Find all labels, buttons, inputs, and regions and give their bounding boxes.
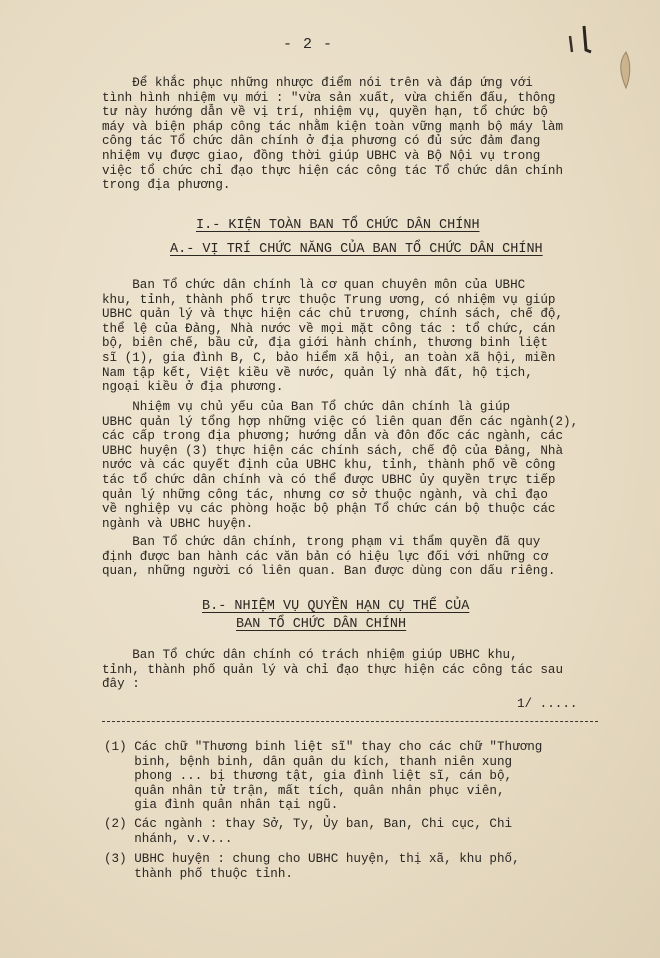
- paragraph-main-duties: Nhiệm vụ chủ yếu của Ban Tổ chức dân chính là giúp UBHC quản lý tổng hợp những việc có liên quan đến các ngành(2), các cấp trong địa phương; hướng dẫn và đôn đốc các ngành, các UBHC huyện (3) thực hiện các chính sách, chế độ của Đảng, Nhà nước và các quyết định của UBHC khu, tỉnh, thành phố về công tác tổ chức dân chính và có thể được UBHC ủy quyền trực tiếp quản lý những công tác, nhưng cơ sở thuộc ngành, và chỉ đạo về nghiệp vụ các phòng hoặc bộ phận Tổ chức cán bộ thuộc các ngành và UBHC huyện.: [102, 400, 579, 531]
- footnote-2: (2) Các ngành : thay Sở, Ty, Ủy ban, Ban, Chi cục, Chi nhánh, v.v...: [104, 817, 513, 846]
- page-number: - 2 -: [283, 36, 334, 53]
- continuation-marker: 1/ .....: [517, 697, 578, 711]
- paragraph-responsibilities: Ban Tổ chức dân chính có trách nhiệm giúp UBHC khu, tỉnh, thành phố quản lý và chỉ đạo thực hiện các công tác sau đây :: [102, 648, 564, 692]
- intro-paragraph: Để khắc phục những nhược điểm nói trên và đáp ứng với tình hình nhiệm vụ mới : "vừa sản xuất, vừa chiến đấu, thông tư này hướng dẫn về vị trí, nhiệm vụ, quyền hạn, tổ chức bộ máy và biện pháp công tác nhằm kiện toàn vững mạnh bộ máy làm công tác Tổ chức dân chính ở địa phương có đủ sức đảm đang nhiệm vụ được giao, đồng thời giúp UBHC và Bộ Nội vụ trong việc tổ chức chỉ đạo thực hiện các công tác Tổ chức dân chính trong địa phương.: [102, 76, 564, 193]
- footnote-3: (3) UBHC huyện : chung cho UBHC huyện, thị xã, khu phố, thành phố thuộc tỉnh.: [104, 852, 520, 881]
- heading-subsection-b: B.- NHIỆM VỤ QUYỀN HẠN CỤ THỂ CỦA BAN TỔ CHỨC DÂN CHÍNH: [202, 599, 470, 632]
- footnote-separator: [102, 721, 598, 722]
- heading-subsection-a: A.- VỊ TRÍ CHỨC NĂNG CỦA BAN TỔ CHỨC DÂN CHÍNH: [170, 242, 543, 257]
- ink-mark-top-right: [560, 18, 600, 58]
- paragraph-authority: Ban Tổ chức dân chính, trong phạm vi thẩm quyền đã quy định được ban hành các văn bản có hiệu lực đối với những cơ quan, những người có liên quan. Ban được dùng con dấu riêng.: [102, 535, 556, 579]
- heading-section-1: I.- KIỆN TOÀN BAN TỔ CHỨC DÂN CHÍNH: [196, 218, 480, 233]
- footnote-1: (1) Các chữ "Thương binh liệt sĩ" thay cho các chữ "Thương binh, bệnh binh, dân quân du kích, thanh niên xung phong ... bị thương tật, gia đình liệt sĩ, cán bộ, quân nhân tử trận, mất tích, quân nhân phục viên, gia đình quân nhân tại ngũ.: [104, 740, 543, 813]
- ink-smudge-right: [614, 48, 636, 92]
- paragraph-position-function: Ban Tổ chức dân chính là cơ quan chuyên môn của UBHC khu, tỉnh, thành phố trực thuộc Trung ương, có nhiệm vụ giúp UBHC quản lý và thực hiện các chủ trương, chính sách, chế độ, thể lệ của Đảng, Nhà nước về mọi mặt công tác : tổ chức, cán bộ, biên chế, bầu cử, địa giới hành chính, thương binh liệt sĩ (1), gia đình B, C, bảo hiểm xã hội, an toàn xã hội, miền Nam tập kết, Việt kiều về nước, quản lý nhà đất, hộ tịch, ngoại kiều ở địa phương.: [102, 278, 564, 395]
